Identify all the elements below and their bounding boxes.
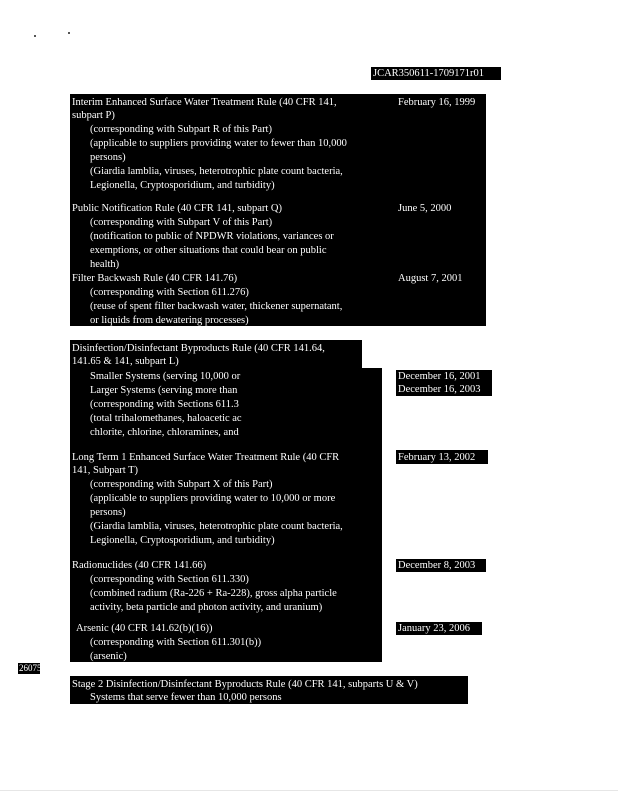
section-line: (corresponding with Subpart V of this Part) [90, 217, 273, 228]
section-line: chlorite, chlorine, chloramines, and [90, 427, 239, 438]
section-line: Legionella, Cryptosporidium, and turbidity) [90, 535, 275, 546]
section-title: Filter Backwash Rule (40 CFR 141.76) [72, 273, 238, 284]
section-line: (reuse of spent filter backwash water, thickener supernatant, [90, 301, 343, 312]
section-line: persons) [90, 152, 126, 163]
section-line: (Giardia lamblia, viruses, heterotrophic plate count bacteria, [90, 166, 343, 177]
section-line: or liquids from dewatering processes) [90, 315, 249, 326]
section-line: health) [90, 259, 120, 270]
section-title: Disinfection/Disinfectant Byproducts Rule (40 CFR 141.64, [72, 343, 325, 354]
section-title: 141, Subpart T) [72, 465, 139, 476]
section-title: Public Notification Rule (40 CFR 141, subpart Q) [72, 203, 282, 214]
section-title: Long Term 1 Enhanced Surface Water Treatment Rule (40 CFR [72, 452, 340, 463]
section-title: Stage 2 Disinfection/Disinfectant Byproducts Rule (40 CFR 141, subparts U & V) [72, 679, 418, 690]
section-line: (corresponding with Section 611.276) [90, 287, 249, 298]
section-line: (applicable to suppliers providing water to 10,000 or more [90, 493, 336, 504]
section-line: Legionella, Cryptosporidium, and turbidity) [90, 180, 275, 191]
section-title: Radionuclides (40 CFR 141.66) [72, 560, 207, 571]
section-line: (combined radium (Ra-226 + Ra-228), gross alpha particle [90, 588, 337, 599]
effective-date: February 13, 2002 [398, 452, 476, 463]
section-line: (corresponding with Subpart R of this Part) [90, 124, 272, 135]
section-line: (corresponding with Section 611.330) [90, 574, 249, 585]
effective-date: December 16, 2003 [398, 384, 481, 395]
section-title: subpart P) [72, 110, 115, 121]
effective-date: December 16, 2001 [398, 371, 481, 382]
scan-speck [68, 32, 70, 34]
section-line: exemptions, or other situations that could bear on public [90, 245, 327, 256]
scan-speck [34, 35, 36, 37]
doc-id: JCAR350611-1709171r01 [373, 68, 485, 79]
section-line: (notification to public of NPDWR violations, variances or [90, 231, 334, 242]
effective-date: January 23, 2006 [398, 623, 471, 634]
margin-number: 26075 [19, 663, 42, 673]
section-title: Interim Enhanced Surface Water Treatment Rule (40 CFR 141, [72, 97, 337, 108]
section-line: (arsenic) [90, 651, 127, 662]
section-line: Systems that serve fewer than 10,000 persons [90, 692, 282, 703]
section-line: activity, beta particle and photon activity, and uranium) [90, 602, 323, 613]
section-line: (corresponding with Section 611.301(b)) [90, 637, 262, 648]
section-line: persons) [90, 507, 126, 518]
page-bottom-rule [0, 790, 618, 791]
section-line: (Giardia lamblia, viruses, heterotrophic plate count bacteria, [90, 521, 343, 532]
section-line: (applicable to suppliers providing water to fewer than 10,000 [90, 138, 347, 149]
section-title: Arsenic (40 CFR 141.62(b)(16)) [76, 623, 213, 634]
section-title: 141.65 & 141, subpart L) [72, 356, 179, 367]
section-line: (total trihalomethanes, haloacetic ac [90, 413, 242, 424]
effective-date: December 8, 2003 [398, 560, 476, 571]
effective-date: August 7, 2001 [398, 273, 463, 284]
section-line: Smaller Systems (serving 10,000 or [90, 371, 241, 382]
section-line: (corresponding with Sections 611.3 [90, 399, 239, 410]
section-line: (corresponding with Subpart X of this Part) [90, 479, 273, 490]
section-line: Larger Systems (serving more than [90, 385, 238, 396]
effective-date: February 16, 1999 [398, 97, 476, 108]
effective-date: June 5, 2000 [398, 203, 452, 214]
